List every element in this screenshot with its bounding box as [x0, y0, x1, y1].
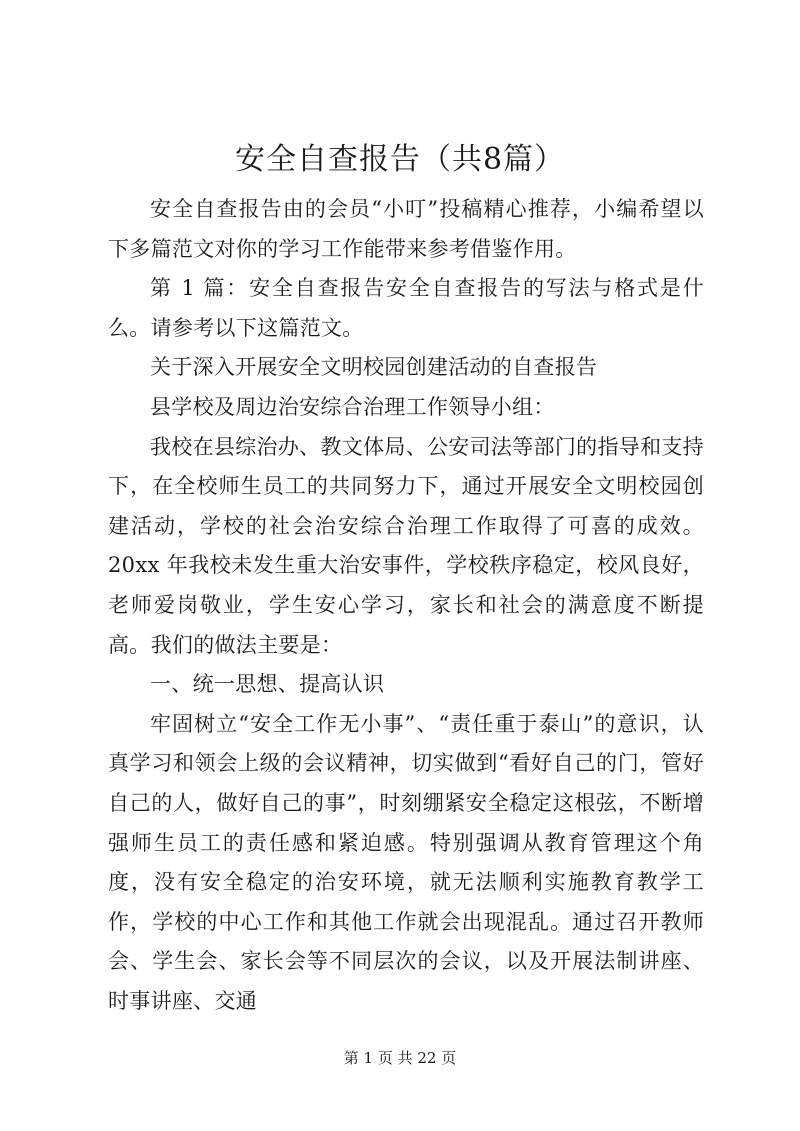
paragraph-part-one: 第 1 篇：安全自查报告安全自查报告的写法与格式是什么。请参考以下这篇范文。 [108, 276, 704, 340]
paragraph-addressee: 县学校及周边治安综合治理工作领导小组： [150, 394, 555, 419]
paragraph-report-heading: 关于深入开展安全文明校园创建活动的自查报告 [150, 355, 598, 380]
paragraph-section-one-heading: 一、统一思想、提高认识 [150, 672, 385, 697]
paragraph-intro: 安全自查报告由的会员“小叮”投稿精心推荐，小编希望以下多篇范文对你的学习工作能带来参考借鉴作用。 [108, 197, 704, 261]
page-footer: 第 1 页 共 22 页 [343, 1049, 457, 1067]
document-body [108, 190, 704, 1021]
document-title: 安全自查报告（共8篇） [234, 142, 566, 177]
paragraph-section-one-body: 牢固树立“安全工作无小事”、“责任重于泰山”的意识，认真学习和领会上级的会议精神，切实做到“看好自己的门，管好自己的人，做好自己的事”，时刻绷紧安全稳定这根弦，不断增强师生员工的责任感和紧迫感。特别强调从教育管理这个角度，没有安全稳定的治安环境，就无法顺利实施教育教学工作，学校的中心工作和其他工作就会出现混乱。通过召开教师会、学生会、家长会等不同层次的会议，以及开展法制讲座、时事讲座、交通 [108, 711, 704, 1013]
paragraph-achievements: 我校在县综治办、教文体局、公安司法等部门的指导和支持下，在全校师生员工的共同努力下，通过开展安全文明校园创建活动，学校的社会治安综合治理工作取得了可喜的成效。20xx 年我校未发生重大治安事件，学校秩序稳定，校风良好，老师爱岗敬业，学生安心学习，家长和社会的满意度不断提高。我们的做法主要是： [108, 434, 704, 657]
